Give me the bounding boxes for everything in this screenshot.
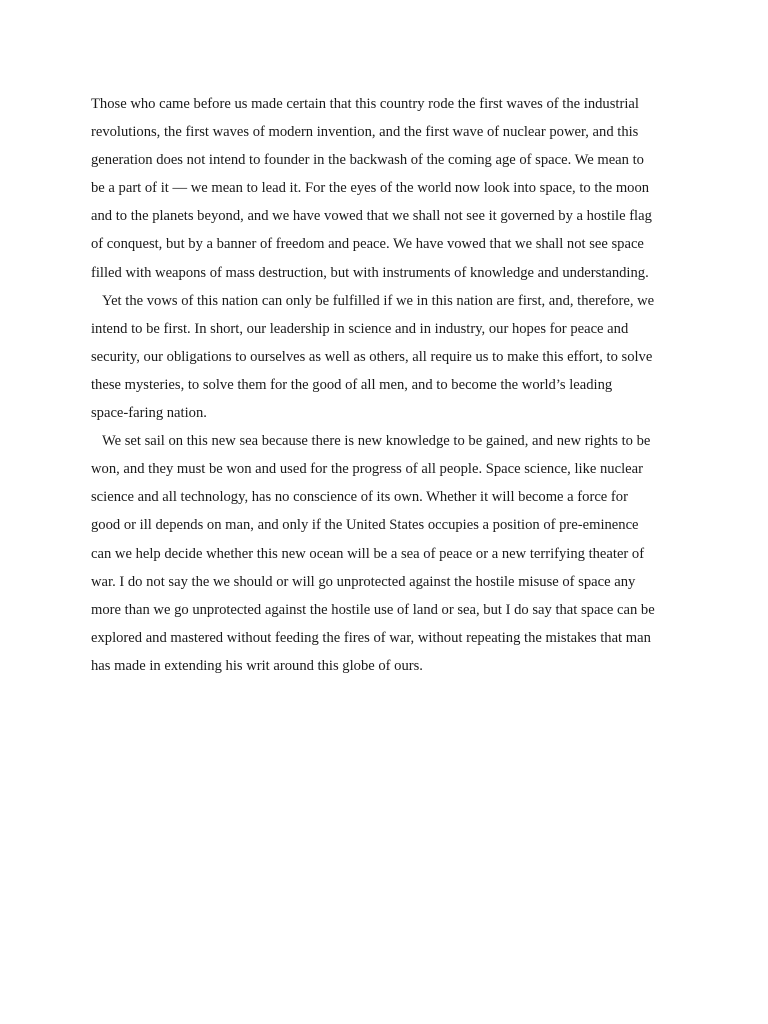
text-line: can we help decide whether this new ocean will be a sea of peace or a new terrifying theater of	[91, 545, 645, 562]
text-line: explored and mastered without feeding the fires of war, without repeating the mistakes that man	[91, 629, 651, 646]
text-line: won, and they must be won and used for the progress of all people. Space science, like nuclear	[91, 461, 643, 478]
paragraph-3	[91, 427, 691, 680]
text-line: of conquest, but by a banner of freedom and peace. We have vowed that we shall not see space	[91, 236, 644, 253]
text-line: these mysteries, to solve them for the good of all men, and to become the world’s leading	[91, 376, 613, 393]
text-line: intend to be first. In short, our leadership in science and in industry, our hopes for peace and	[91, 320, 629, 337]
text-line: war. I do not say the we should or will go unprotected against the hostile misuse of space any	[91, 573, 636, 590]
text-line: science and all technology, has no conscience of its own. Whether it will become a force for	[91, 489, 628, 506]
text-line: space-faring nation.	[91, 405, 207, 422]
text-line: revolutions, the first waves of modern invention, and the first wave of nuclear power, and this	[91, 124, 639, 141]
text-line: Yet the vows of this nation can only be fulfilled if we in this nation are first, and, therefore, we	[102, 292, 655, 309]
text-line: generation does not intend to founder in the backwash of the coming age of space. We mean to	[91, 152, 644, 169]
text-line: and to the planets beyond, and we have vowed that we shall not see it governed by a hostile flag	[91, 208, 652, 225]
text-line: filled with weapons of mass destruction, but with instruments of knowledge and understanding.	[91, 264, 649, 281]
document-body	[91, 90, 691, 680]
paragraph-1	[91, 90, 691, 287]
text-line: more than we go unprotected against the hostile use of land or sea, but I do say that space can be	[91, 601, 655, 618]
paragraph-2	[91, 287, 691, 427]
text-line: We set sail on this new sea because there is new knowledge to be gained, and new rights to be	[102, 433, 651, 450]
text-line: good or ill depends on man, and only if the United States occupies a position of pre-eminence	[91, 517, 639, 534]
text-line: be a part of it — we mean to lead it. For the eyes of the world now look into space, to the moon	[91, 180, 650, 197]
text-line: has made in extending his writ around this globe of ours.	[91, 657, 423, 674]
text-line: Those who came before us made certain that this country rode the first waves of the industrial	[91, 96, 639, 112]
text-line: security, our obligations to ourselves as well as others, all require us to make this effort, to solve	[91, 348, 653, 365]
